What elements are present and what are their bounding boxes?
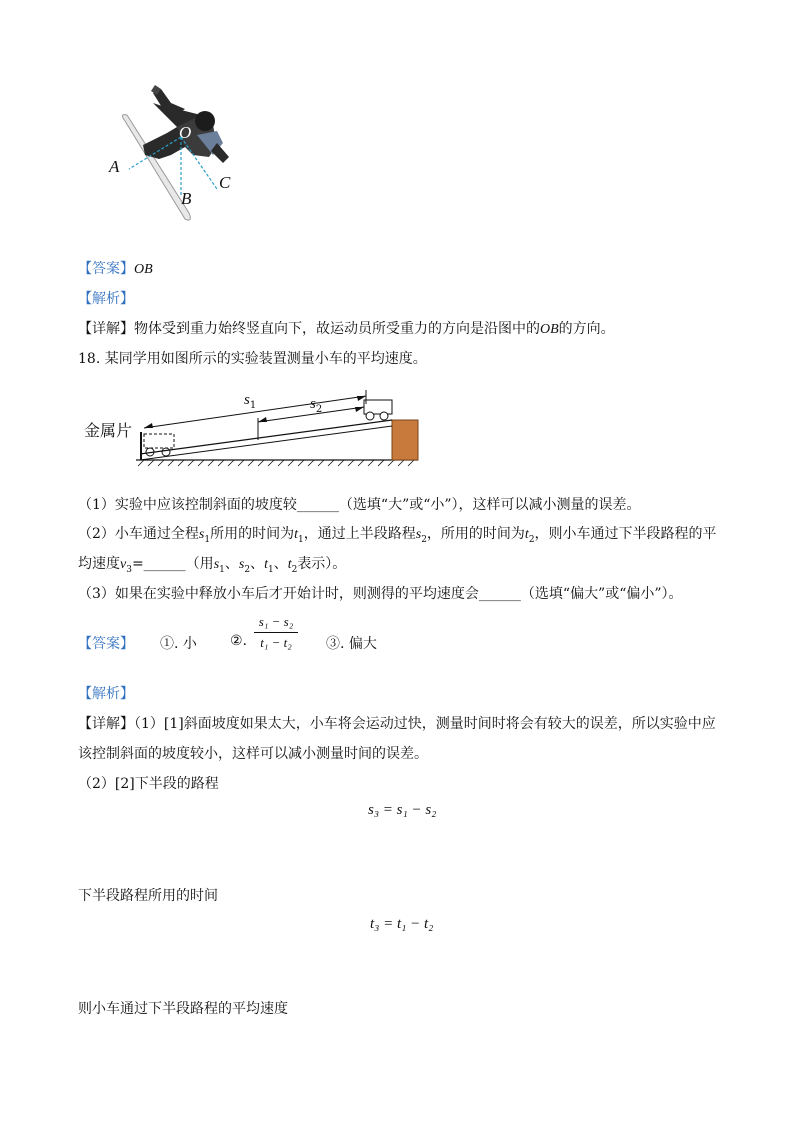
s2-arrowhead-right — [355, 407, 364, 412]
label-B: B — [181, 189, 192, 208]
equation-t3: t₃ = t₁ − t₂ — [370, 916, 434, 932]
p2-e: ，则小车通过下半段路程的平 — [534, 526, 717, 542]
cart-end-wheel-2 — [162, 448, 170, 456]
cart-start-wheel-2 — [380, 412, 388, 420]
q18-ans2-fraction-bar — [254, 632, 298, 633]
q18-answer-tag-text: 【答案】 — [78, 636, 134, 652]
wood-block — [392, 420, 418, 460]
ramp-figure — [78, 382, 428, 472]
ramp-underside — [140, 426, 392, 460]
p2-s2-sub: 2 — [421, 534, 427, 545]
q18-speed-text: 则小车通过下半段路程的平均速度 — [78, 1001, 288, 1017]
s1-arrowhead-left — [144, 423, 153, 428]
snowboarder-figure — [105, 85, 270, 230]
q17-answer: OB — [134, 262, 153, 277]
p2-t1: t — [294, 527, 298, 542]
q17-analysis-tag: 【解析】 — [78, 291, 134, 307]
p2-s1-sub: 1 — [204, 534, 211, 545]
q18-ans3: ③. 偏大 — [326, 636, 377, 652]
p2-line2-t1: t — [264, 557, 268, 572]
q18-part2-line2 — [78, 553, 346, 575]
q18-ans2-fraction — [254, 614, 298, 651]
p2-line2-sep3: 、 — [273, 556, 288, 572]
q18-detail1-text1: （1）[1]斜面坡度如果太大，小车将会运动过快，测量时间时将会有较大的误差，所以实验中应 — [134, 716, 716, 732]
q18-ans2-denominator: t₁ − t₂ — [260, 635, 292, 650]
q18-ans2-label: ②. — [230, 633, 248, 649]
p2-line2-s2-sub: 2 — [244, 564, 251, 575]
p2-line2-s1: s — [213, 557, 220, 572]
p2-line2-s2: s — [238, 557, 245, 572]
p2-line2-sep1: 、 — [224, 556, 239, 572]
p2-v3-sub: 3 — [126, 564, 132, 575]
cart-start-wheel-1 — [366, 412, 374, 420]
p2-t2: t — [524, 527, 529, 542]
q18-part1: （1）实验中应该控制斜面的坡度较______（选填“大”或“小”），这样可以减小测量的误差。 — [78, 497, 641, 513]
q17-answer-line — [78, 258, 153, 278]
q18-detail1-line1 — [78, 713, 716, 733]
s1-label-main: s — [244, 392, 250, 408]
q17-detail-pre: 物体受到重力始终竖直向下，故运动员所受重力的方向是沿图中的 — [134, 321, 540, 337]
p2-d: ，所用的时间为 — [426, 526, 525, 542]
p2-c: ，通过上半段路程 — [303, 526, 416, 542]
q18-stem: 18. 某同学用如图所示的实验装置测量小车的平均速度。 — [78, 351, 427, 367]
q18-ans1: ①. 小 — [160, 636, 197, 652]
p2-b: 所用的时间为 — [210, 526, 295, 542]
label-C: C — [219, 173, 231, 192]
q18-ans2-numerator: s₁ − s₂ — [258, 614, 294, 629]
s1-label-sub: 1 — [249, 399, 257, 411]
q18-detail1-line2: 该控制斜面的坡度较小，这样可以减小测量时间的误差。 — [78, 746, 428, 762]
p2-line2-t1-sub: 1 — [267, 564, 274, 575]
ramp-surface — [140, 420, 392, 454]
p2-a: （2）小车通过全程 — [78, 526, 199, 542]
p2-s2: s — [415, 527, 422, 542]
q17-analysis-line — [78, 288, 134, 308]
p2-line2-b: =______（用 — [131, 556, 214, 572]
p2-line2-s1-sub: 1 — [219, 564, 225, 575]
p2-line2-a: 均速度 — [78, 556, 120, 572]
label-A: A — [109, 157, 120, 176]
q18-detail2: （2）[2]下半段的路程 — [78, 776, 219, 792]
q18-part2-line1 — [78, 523, 717, 545]
p2-v3: v — [120, 557, 127, 572]
q17-detail-var: OB — [540, 322, 559, 337]
p2-t1-sub: 1 — [298, 534, 304, 545]
q18-time-text: 下半段路程所用的时间 — [78, 888, 218, 904]
q18-answer-tag — [78, 633, 134, 653]
p2-line2-t2-sub: 2 — [291, 564, 298, 575]
q18-detail-tag: 【详解】 — [78, 716, 134, 732]
p2-t2-sub: 2 — [528, 534, 535, 545]
q17-answer-tag: 【答案】 — [78, 261, 134, 277]
rider-helmet — [195, 111, 215, 131]
p2-s1: s — [198, 527, 205, 542]
q17-detail-post: 的方向。 — [558, 321, 615, 337]
q17-detail-line — [78, 318, 615, 338]
s2-label-main: s — [310, 396, 316, 412]
p2-line2-sep2: 、 — [250, 556, 265, 572]
s2-arrowhead-left — [258, 417, 267, 422]
label-O: O — [179, 123, 192, 142]
p2-line2-t2: t — [287, 557, 292, 572]
q17-detail-tag: 【详解】 — [78, 321, 134, 337]
q18-analysis-line — [78, 683, 134, 703]
metal-plate-label: 金属片 — [84, 421, 133, 440]
s1-label — [244, 392, 256, 411]
q18-analysis-tag: 【解析】 — [78, 686, 134, 702]
q18-part3: （3）如果在实验中释放小车后才开始计时，则测得的平均速度会______（选填“偏大”或“偏小”）。 — [78, 586, 683, 602]
p2-line2-c: 表示）。 — [297, 556, 347, 572]
cart-end-dashed — [144, 434, 174, 448]
ground-hatch — [138, 460, 414, 466]
equation-s3: s₃ = s₁ − s₂ — [368, 802, 437, 818]
s2-label — [310, 396, 322, 415]
s2-label-sub: 2 — [315, 403, 323, 415]
